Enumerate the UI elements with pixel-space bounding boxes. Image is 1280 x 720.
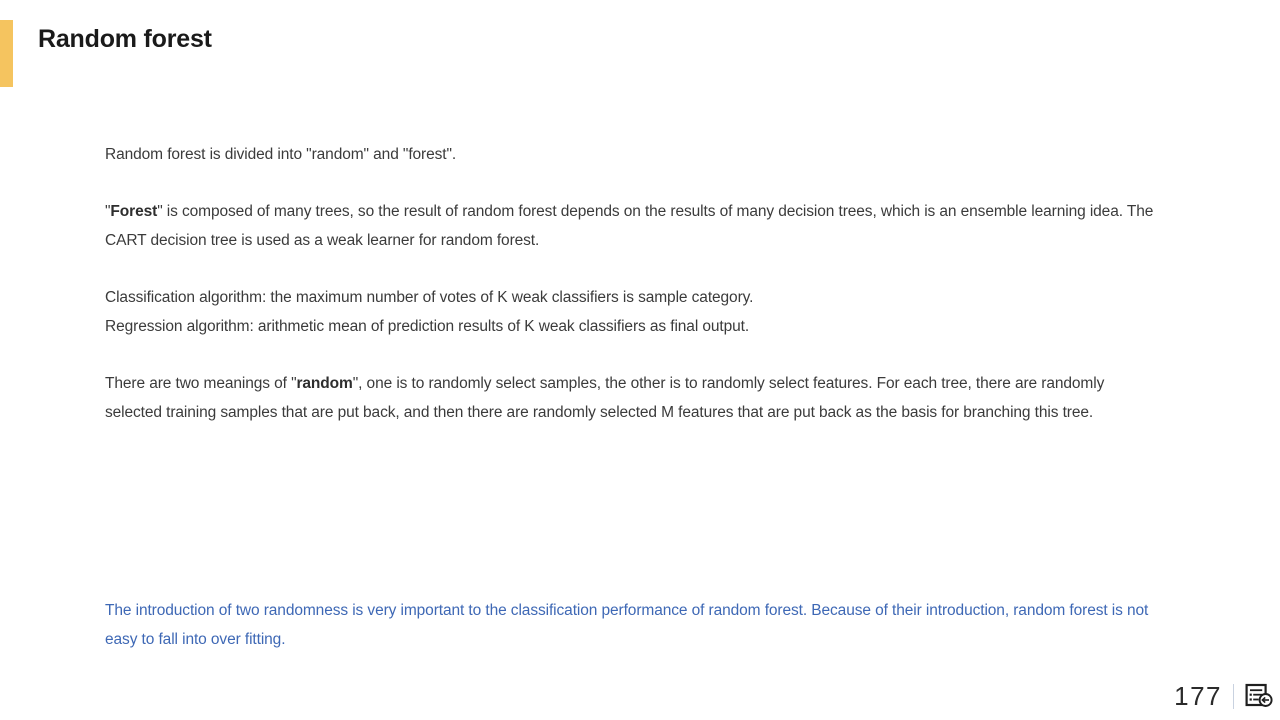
paragraph-forest xyxy=(105,197,1155,255)
slide-title: Random forest xyxy=(38,25,212,53)
slide-body xyxy=(105,140,1155,455)
slide-footer xyxy=(1174,681,1273,711)
paragraph-highlight xyxy=(105,596,1160,654)
title-accent-bar xyxy=(0,20,13,87)
page-number: 177 xyxy=(1174,681,1222,711)
text-segment: The introduction of two randomness is very important to the classification performance of random forest. Because of their introduction, random forest is not easy to fall into over fitting. xyxy=(105,602,1149,648)
text-segment: There are two meanings of " xyxy=(105,375,297,392)
slide-return-icon[interactable] xyxy=(1245,683,1273,709)
text-segment-bold: random xyxy=(296,375,353,392)
text-segment: " xyxy=(105,203,111,220)
text-segment: ", one is to randomly select samples, the other is to randomly select features. For each tree, there are randomly selected training samples that are put back, and then there are randomly selected M features that are put back as the basis for branching this tree. xyxy=(105,375,1105,421)
text-line-classification: Classification algorithm: the maximum number of votes of K weak classifiers is sample category. xyxy=(105,289,754,306)
text-line-regression: Regression algorithm: arithmetic mean of prediction results of K weak classifiers as final output. xyxy=(105,318,750,335)
text-segment: Random forest is divided into "random" and "forest". xyxy=(105,146,457,163)
text-segment-bold: Forest xyxy=(110,203,158,220)
text-segment: " is composed of many trees, so the result of random forest depends on the results of many decision trees, which is an ensemble learning idea. The CART decision tree is used as a weak learner for random forest. xyxy=(105,203,1154,249)
paragraph-algorithms xyxy=(105,283,1155,341)
paragraph-intro xyxy=(105,140,1155,169)
footer-divider xyxy=(1233,684,1234,709)
paragraph-random xyxy=(105,369,1155,427)
